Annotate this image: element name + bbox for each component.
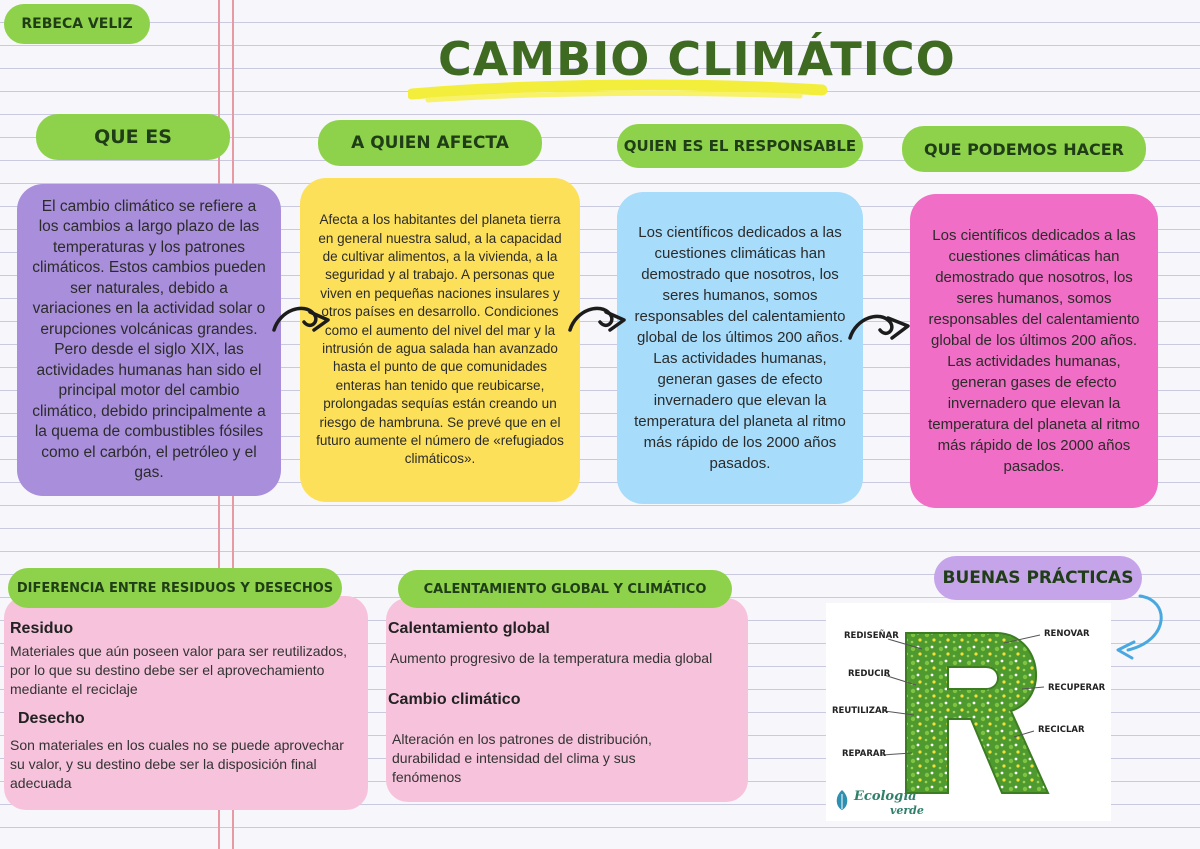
box-residuos-desechos [4,596,368,810]
label-reutilizar: REUTILIZAR [832,706,889,716]
heading-calentamiento: CALENTAMIENTO GLOBAL Y CLIMÁTICO [398,570,732,608]
heading-que-podemos-hacer: QUE PODEMOS HACER [902,126,1146,172]
label-reciclar: RECICLAR [1038,725,1085,735]
text-que-es: El cambio climático se refiere a los cambios a largo plazo de las temperaturas y los patrones climáticos. Estos cambios pueden ser naturales, debido a variaciones en la actividad solar o erupciones volcánicas grandes. Pero desde el siglo XIX, las actividades humanas han sido el principal motor del cambio climático, debido principalmente a la quema de combustibles fósiles como el carbón, el petróleo y el gas. [32,197,266,481]
page-title: CAMBIO CLIMÁTICO [438,32,956,86]
logo-line1: Ecología [854,789,917,804]
heading-buenas-practicas: BUENAS PRÁCTICAS [934,556,1142,600]
leaf-logo-icon [834,789,850,811]
calentamiento-global-text: Aumento progresivo de la temperatura media global [390,650,713,666]
text-a-quien-afecta: Afecta a los habitantes del planeta tierra en general nuestra salud, a la capacidad de cultivar alimentos, a la vivienda, a la seguridad y al trabajo. A personas que viven en pequeñas naciones insulares y otros países en desarrollo. Condiciones como el aumento del nivel del mar y la intrusión de agua salada han avanzado hasta el punto de que comunidades enteras han tenido que reubicarse, prolongadas sequías están creando un riesgo de hambruna. Se prevé que en el futuro aumente el número de «refugiados climáticos». [316,212,564,467]
label-redisenar: REDISEÑAR [844,631,899,641]
box-que-es [17,184,281,496]
label-recuperar: RECUPERAR [1048,683,1106,693]
arrow-icon [566,300,628,340]
author-badge: REBECA VELIZ [4,4,150,44]
arrow-icon [270,300,332,340]
label-reducir: REDUCIR [848,669,891,679]
calentamiento-global-title: Calentamiento global [388,620,550,637]
curved-arrow-icon [1108,590,1174,666]
heading-quien-es-responsable: QUIEN ES EL RESPONSABLE [617,124,863,168]
logo-line2: verde [890,804,924,817]
label-renovar: RENOVAR [1044,629,1090,639]
cambio-climatico-title: Cambio climático [388,691,521,708]
label-reparar: REPARAR [842,749,887,759]
title-highlight [408,78,828,104]
residuo-title: Residuo [10,620,74,637]
heading-residuos-desechos: DIFERENCIA ENTRE RESIDUOS Y DESECHOS [8,568,342,608]
box-quien-es-responsable [617,192,863,504]
cambio-climatico-text: Alteración en los patrones de distribución, durabilidad e intensidad del clima y sus fenómenos [392,731,652,785]
heading-que-es: QUE ES [36,114,230,160]
r-practices-image [826,603,1111,821]
desecho-text: Son materiales en los cuales no se puede aprovechar su valor, y su destino debe ser la disposición final adecuada [10,737,344,791]
box-a-quien-afecta [300,178,580,502]
text-quien-es-responsable: Los científicos dedicados a las cuestiones climáticas han demostrado que nosotros, los seres humanos, somos responsables del calentamiento global de los últimos 200 años. Las actividades humanas, generan gases de efecto invernadero que elevan la temperatura del planeta al ritmo más rápido de los 2000 años pasados. [634,224,846,472]
residuo-text: Materiales que aún poseen valor para ser reutilizados, por lo que su destino debe ser el aprovechamiento mediante el reciclaje [10,643,347,697]
box-calentamiento [386,598,748,802]
text-que-podemos-hacer: Los científicos dedicados a las cuestiones climáticas han demostrado que nosotros, los seres humanos, somos responsables del calentamiento global de los últimos 200 años. Las actividades humanas, generan gases de efecto invernadero que elevan la temperatura del planeta al ritmo más rápido de los 2000 años pasados. [928,227,1140,475]
box-que-podemos-hacer [910,194,1158,508]
heading-a-quien-afecta: A QUIEN AFECTA [318,120,542,166]
arrow-icon [846,308,912,348]
desecho-title: Desecho [18,710,85,727]
